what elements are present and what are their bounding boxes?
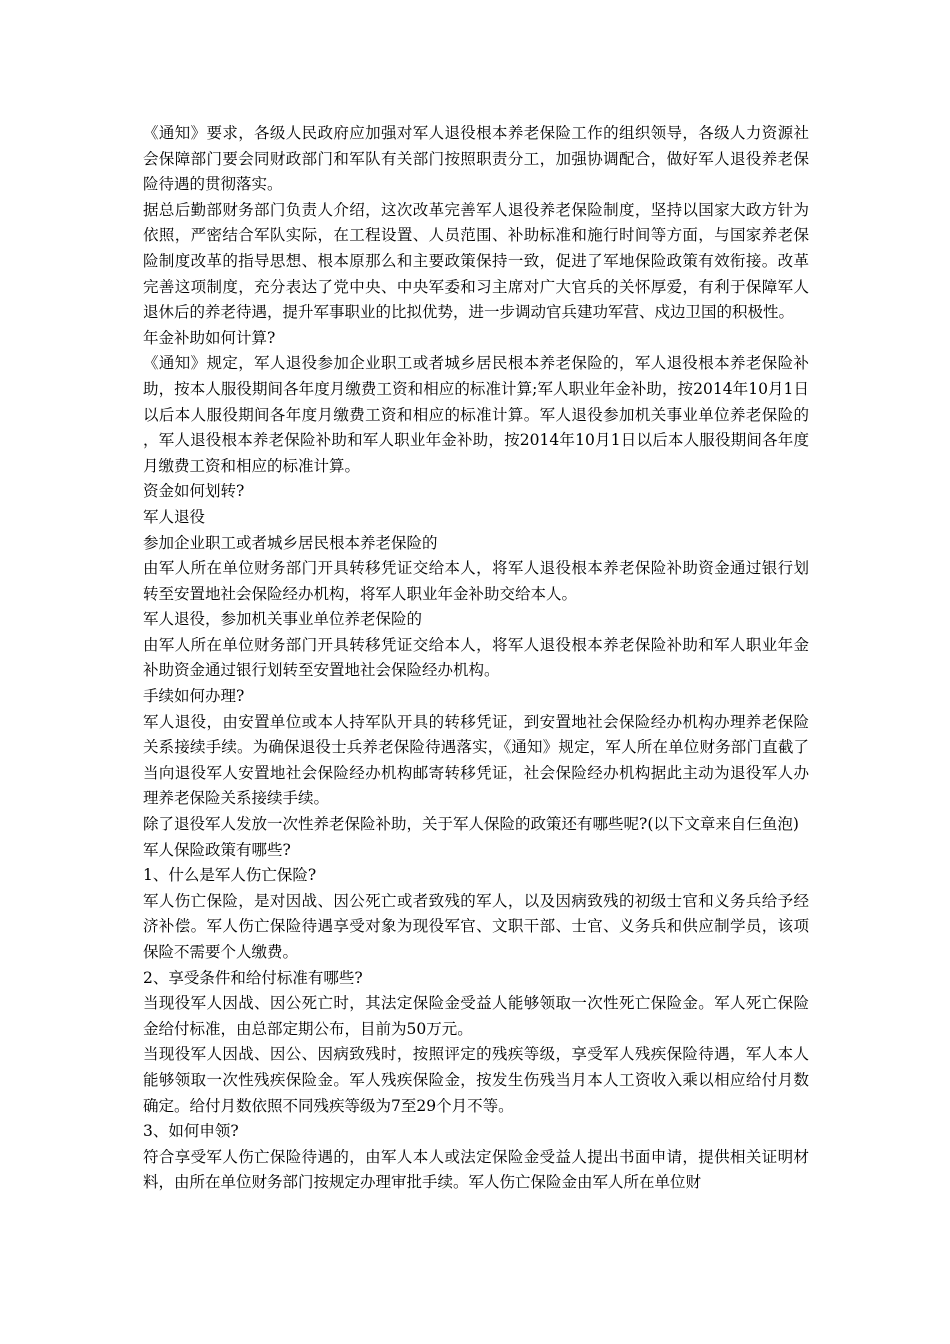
paragraph-death-benefit: 当现役军人因战、因公死亡时，其法定保险金受益人能够领取一次性死亡保险金。军人死亡保险金给付标准，由总部定期公布，目前为50万元。 [143, 994, 809, 1038]
document-body [143, 121, 809, 1196]
question-conditions-and-standards: 2、享受条件和给付标准有哪些? [143, 968, 363, 987]
paragraph-procedures-detail: 军人退役，由安置单位或本人持军队开具的转移凭证，到安置地社会保险经办机构办理养老保险关系接续手续。为确保退役士兵养老保险待遇落实，《通知》规定，军人所在单位财务部门直截了当向退役军人安置地社会保险经办机构邮寄转移凭证，社会保险经办机构据此主动为退役军人办理养老保险关系接续手续。 [143, 712, 809, 808]
paragraph-enterprise-transfer-procedure: 由军人所在单位财务部门开具转移凭证交给本人，将军人退役根本养老保险补助资金通过银行划转至安置地社会保险经办机构，将军人职业年金补助交给本人。 [143, 559, 809, 603]
heading-military-insurance-policies: 军人保险政策有哪些? [143, 840, 291, 859]
heading-procedures: 手续如何办理? [143, 687, 245, 706]
paragraph-notice-calculation-rules: 《通知》规定，军人退役参加企业职工或者城乡居民根本养老保险的，军人退役根本养老保险补助，按本人服役期间各年度月缴费工资和相应的标准计算;军人职业年金补助，按2014年10月1日以后本人服役期间各年度月缴费工资和相应的标准计算。军人退役参加机关事业单位养老保险的，军人退役根本养老保险补助和军人职业年金补助，按2014年10月1日以后本人服役期间各年度月缴费工资和相应的标准计算。 [143, 354, 809, 475]
heading-fund-transfer: 资金如何划转? [143, 482, 245, 501]
paragraph-other-policies-intro: 除了退役军人发放一次性养老保险补助，关于军人保险的政策还有哪些呢?(以下文章来自仨鱼泡) [143, 815, 799, 834]
paragraph-application-procedure: 符合享受军人伤亡保险待遇的，由军人本人或法定保险金受益人提出书面申请，提供相关证明材料，由所在单位财务部门按规定办理审批手续。军人伤亡保险金由军人所在单位财 [143, 1147, 809, 1192]
paragraph-institution-transfer-procedure: 由军人所在单位财务部门开具转移凭证交给本人，将军人退役根本养老保险补助和军人职业年金补助资金通过银行划转至安置地社会保险经办机构。 [143, 635, 809, 680]
subheading-enterprise-or-resident-insurance: 参加企业职工或者城乡居民根本养老保险的 [143, 533, 438, 552]
subheading-institution-insurance: 军人退役，参加机关事业单位养老保险的 [143, 610, 423, 629]
paragraph-casualty-insurance-definition: 军人伤亡保险，是对因战、因公死亡或者致残的军人，以及因病致残的初级士官和义务兵给予经济补偿。军人伤亡保险待遇享受对象为现役军官、文职干部、士官、义务兵和供应制学员，该项保险不需要个人缴费。 [143, 891, 809, 961]
paragraph-disability-benefit: 当现役军人因战、因公、因病致残时，按照评定的残疾等级，享受军人残疾保险待遇，军人本人能够领取一次性残疾保险金。军人残疾保险金，按发生伤残当月本人工资收入乘以相应给付月数确定。给付月数依照不同残疾等级为7至29个月不等。 [143, 1045, 809, 1115]
paragraph-notice-requirement: 《通知》要求，各级人民政府应加强对军人退役根本养老保险工作的组织领导，各级人力资源社会保障部门要会同财政部门和军队有关部门按照职责分工，加强协调配合，做好军人退役养老保险待遇的贯彻落实。 [143, 124, 809, 194]
heading-annuity-calculation: 年金补助如何计算? [143, 328, 276, 347]
question-how-to-apply: 3、如何申领? [143, 1122, 239, 1141]
paragraph-finance-official-intro: 据总后勤部财务部门负责人介绍，这次改革完善军人退役养老保险制度，坚持以国家大政方针为依照，严密结合军队实际，在工程设置、人员范围、补助标准和施行时间等方面，与国家养老保险制度改革的指导思想、根本原那么和主要政策保持一致，促进了军地保险政策有效衔接。改革完善这项制度，充分表达了党中央、中央军委和习主席对广大官兵的关怀厚爱，有利于保障军人退休后的养老待遇，提升军事职业的比拟优势，进一步调动官兵建功军营、戍边卫国的积极性。 [143, 200, 809, 322]
subheading-military-retirement: 军人退役 [143, 507, 206, 526]
question-what-is-casualty-insurance: 1、什么是军人伤亡保险? [143, 866, 317, 885]
